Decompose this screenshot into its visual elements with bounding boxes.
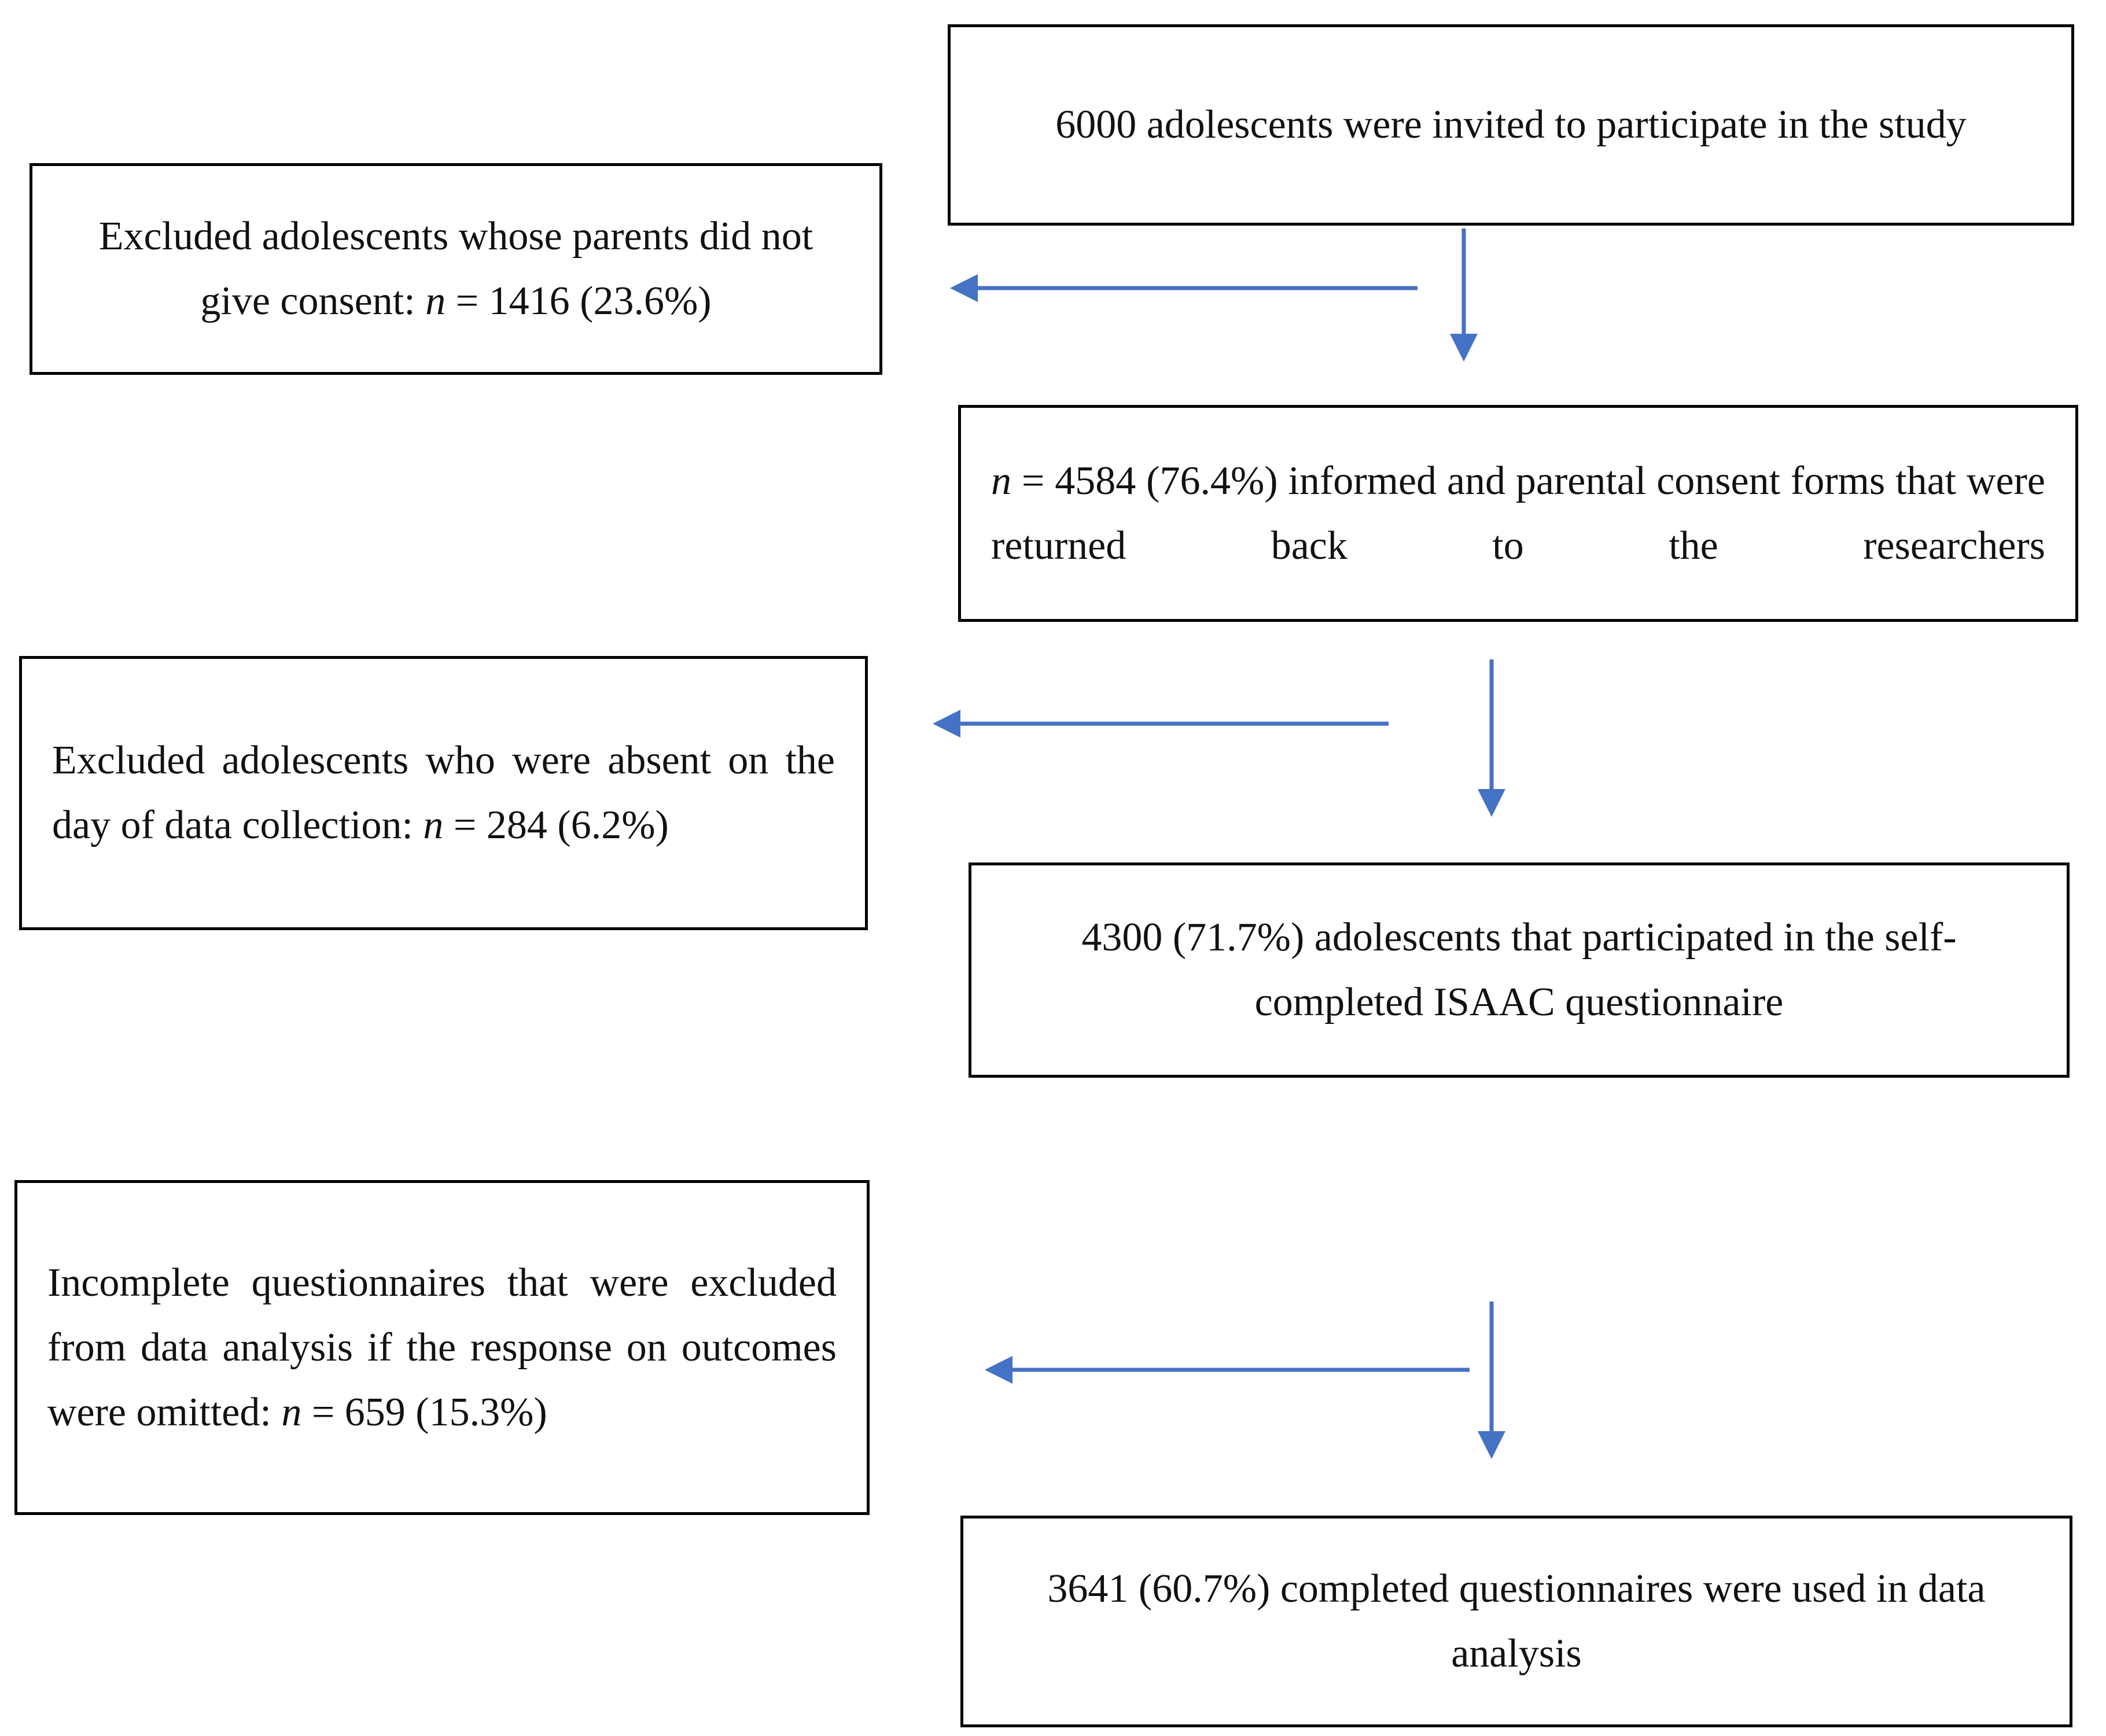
invited-text: 6000 adolescents were invited to participate in the study (1055, 102, 1967, 147)
box-excluded-incomplete-text (47, 1251, 837, 1445)
arrow-to-excluded-absent (933, 710, 1389, 738)
excluded-no-consent-pre: Excluded adolescents whose parents did not give consent: (98, 214, 813, 323)
arrow-to-excluded-incomplete (985, 1356, 1470, 1384)
n-symbol: n (991, 458, 1011, 503)
box-invited (948, 24, 2074, 226)
excluded-incomplete-post: = 659 (15.3%) (301, 1389, 547, 1435)
consent-returned-text: = 4584 (76.4%) informed and parental consent forms that were returned back to the researchers (991, 458, 2045, 568)
box-excluded-no-consent-text (62, 204, 849, 334)
excluded-no-consent-post: = 1416 (23.6%) (446, 279, 712, 323)
box-analyzed-text (993, 1557, 2039, 1686)
n-symbol: n (281, 1389, 302, 1435)
arrow-to-excluded-no-consent (950, 274, 1418, 302)
box-excluded-absent-text (52, 728, 835, 858)
excluded-absent-post: = 284 (6.2%) (443, 803, 669, 847)
arrowhead-left-icon (985, 1356, 1013, 1384)
analyzed-text: 3641 (60.7%) completed questionnaires were used in data analysis (1047, 1567, 1986, 1676)
arrow-invited-to-consent (1450, 228, 1478, 362)
n-symbol: n (425, 279, 446, 323)
arrowhead-down-icon (1450, 334, 1478, 362)
box-analyzed (960, 1516, 2072, 1727)
excluded-incomplete-pre: Incomplete questionnaires that were excluded from data analysis if the response on outcomes were omitted: (47, 1260, 837, 1435)
box-consent-returned-text (991, 449, 2045, 578)
box-excluded-no-consent (30, 163, 882, 375)
arrowhead-down-icon (1478, 1431, 1505, 1459)
arrowhead-left-icon (933, 710, 960, 738)
arrowhead-left-icon (950, 274, 978, 302)
box-participated-text (1002, 905, 2037, 1035)
participated-text: 4300 (71.7%) adolescents that participated in the self-completed ISAAC questionnaire (1081, 915, 1957, 1024)
box-invited-text (981, 93, 2041, 157)
arrow-participated-to-analyzed (1478, 1302, 1505, 1459)
arrow-consent-to-participated (1478, 659, 1505, 817)
excluded-absent-pre: Excluded adolescents who were absent on the day of data collection: (52, 738, 835, 847)
box-excluded-absent (19, 656, 868, 930)
arrowhead-down-icon (1478, 789, 1505, 817)
box-excluded-incomplete (14, 1180, 870, 1515)
box-consent-returned (958, 405, 2078, 622)
n-symbol: n (423, 803, 444, 847)
box-participated (969, 863, 2070, 1078)
